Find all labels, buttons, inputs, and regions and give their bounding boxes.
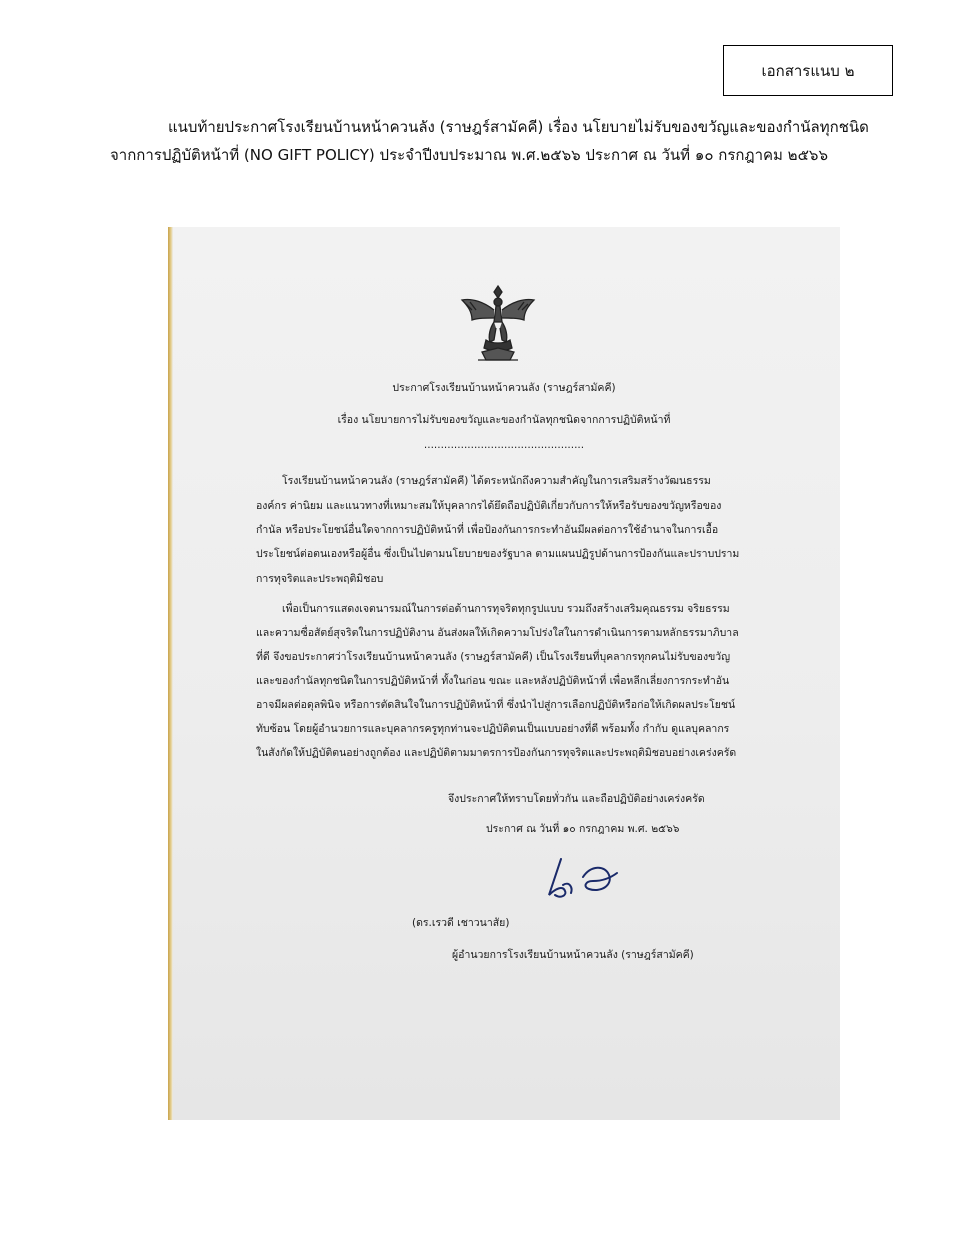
para2-line: ในสังกัดให้ปฏิบัติตนอย่างถูกต้อง และปฏิบัติตามมาตรการป้องกันการทุจริตและประพฤติมิชอบอย่างเคร่งครัด	[256, 747, 737, 759]
header-line-2: จากการปฏิบัติหน้าที่ (NO GIFT POLICY) ประจำปีงบประมาณ พ.ศ.๒๕๖๖ ประกาศ ณ วันที่ ๑๐ กรกฎาคม ๒๕๖๖	[110, 146, 828, 164]
para1-line: โรงเรียนบ้านหน้าควนลัง (ราษฎร์สามัคคี) ได้ตระหนักถึงความสำคัญในการเสริมสร้างวัฒนธรรม	[282, 475, 711, 487]
announcement-subject: เรื่อง นโยบายการไม่รับของขวัญและของกำนัลทุกชนิดจากการปฏิบัติหน้าที่	[337, 414, 671, 426]
para1-line: องค์กร ค่านิยม และแนวทางที่เหมาะสมให้บุคลากรได้ยึดถือปฏิบัติเกี่ยวกับการให้หรือรับของขวัญหรือของ	[256, 500, 722, 512]
para2-line: ทับซ้อน โดยผู้อำนวยการและบุคลากรครูทุกท่านจะปฏิบัติตนเป็นแบบอย่างที่ดี พร้อมทั้ง กำกับ ดูแลบุคลากร	[256, 723, 730, 735]
para2-line: และของกำนัลทุกชนิดในการปฏิบัติหน้าที่ ทั้งในก่อน ขณะ และหลังปฏิบัติหน้าที่ เพื่อหลีกเลี่ยงการกระทำอัน	[256, 675, 730, 687]
para2-line: ที่ดี จึงขอประกาศว่าโรงเรียนบ้านหน้าควนลัง (ราษฎร์สามัคคี) เป็นโรงเรียนที่บุคลากรทุกคนไม่รับของขวัญ	[256, 651, 731, 663]
separator-dots: ................................................	[423, 439, 585, 451]
signature-icon	[543, 855, 623, 905]
attachment-label	[723, 45, 893, 96]
scanned-announcement	[168, 227, 840, 1120]
signer-position: ผู้อำนวยการโรงเรียนบ้านหน้าควนลัง (ราษฎร์สามัคคี)	[452, 949, 694, 961]
announcement-title: ประกาศโรงเรียนบ้านหน้าควนลัง (ราษฎร์สามัคคี)	[392, 382, 616, 394]
para1-line: การทุจริตและประพฤติมิชอบ	[256, 573, 384, 585]
document-header	[110, 113, 880, 169]
para2-line: อาจมีผลต่อดุลพินิจ หรือการตัดสินใจในการปฏิบัติหน้าที่ ซึ่งนำไปสู่การเลือกปฏิบัติหรือก่อให้เกิดผลประโยชน์	[256, 699, 736, 711]
header-line-1: แนบท้ายประกาศโรงเรียนบ้านหน้าควนลัง (ราษฎร์สามัคคี) เรื่อง นโยบายไม่รับของขวัญและของกำนัลทุกชนิด	[168, 118, 869, 136]
para2-line: เพื่อเป็นการแสดงเจตนารมณ์ในการต่อต้านการทุจริตทุกรูปแบบ รวมถึงสร้างเสริมคุณธรรม จริยธรรม	[282, 603, 730, 615]
announcement-date: ประกาศ ณ วันที่ ๑๐ กรกฎาคม พ.ศ. ๒๕๖๖	[486, 823, 680, 835]
para1-line: กำนัล หรือประโยชน์อื่นใดจากการปฏิบัติหน้าที่ เพื่อป้องกันการกระทำอันมีผลต่อการใช้อำนาจในการเอื้อ	[256, 524, 719, 536]
para1-line: ประโยชน์ต่อตนเองหรือผู้อื่น ซึ่งเป็นไปตามนโยบายของรัฐบาล ตามแผนปฏิรูปด้านการป้องกันและปราบปราม	[256, 548, 740, 560]
closing-statement: จึงประกาศให้ทราบโดยทั่วกัน และถือปฏิบัติอย่างเคร่งครัด	[448, 793, 705, 805]
para2-line: และความซื่อสัตย์สุจริตในการปฏิบัติงาน อันส่งผลให้เกิดความโปร่งใสในการดำเนินการตามหลักธรรมาภิบาล	[256, 627, 739, 639]
scan-edge	[168, 227, 173, 1120]
signer-name: (ดร.เรวดี เชาวนาสัย)	[412, 917, 510, 929]
garuda-emblem-icon	[458, 282, 538, 364]
attachment-label-text: เอกสารแนบ ๒	[761, 61, 855, 80]
